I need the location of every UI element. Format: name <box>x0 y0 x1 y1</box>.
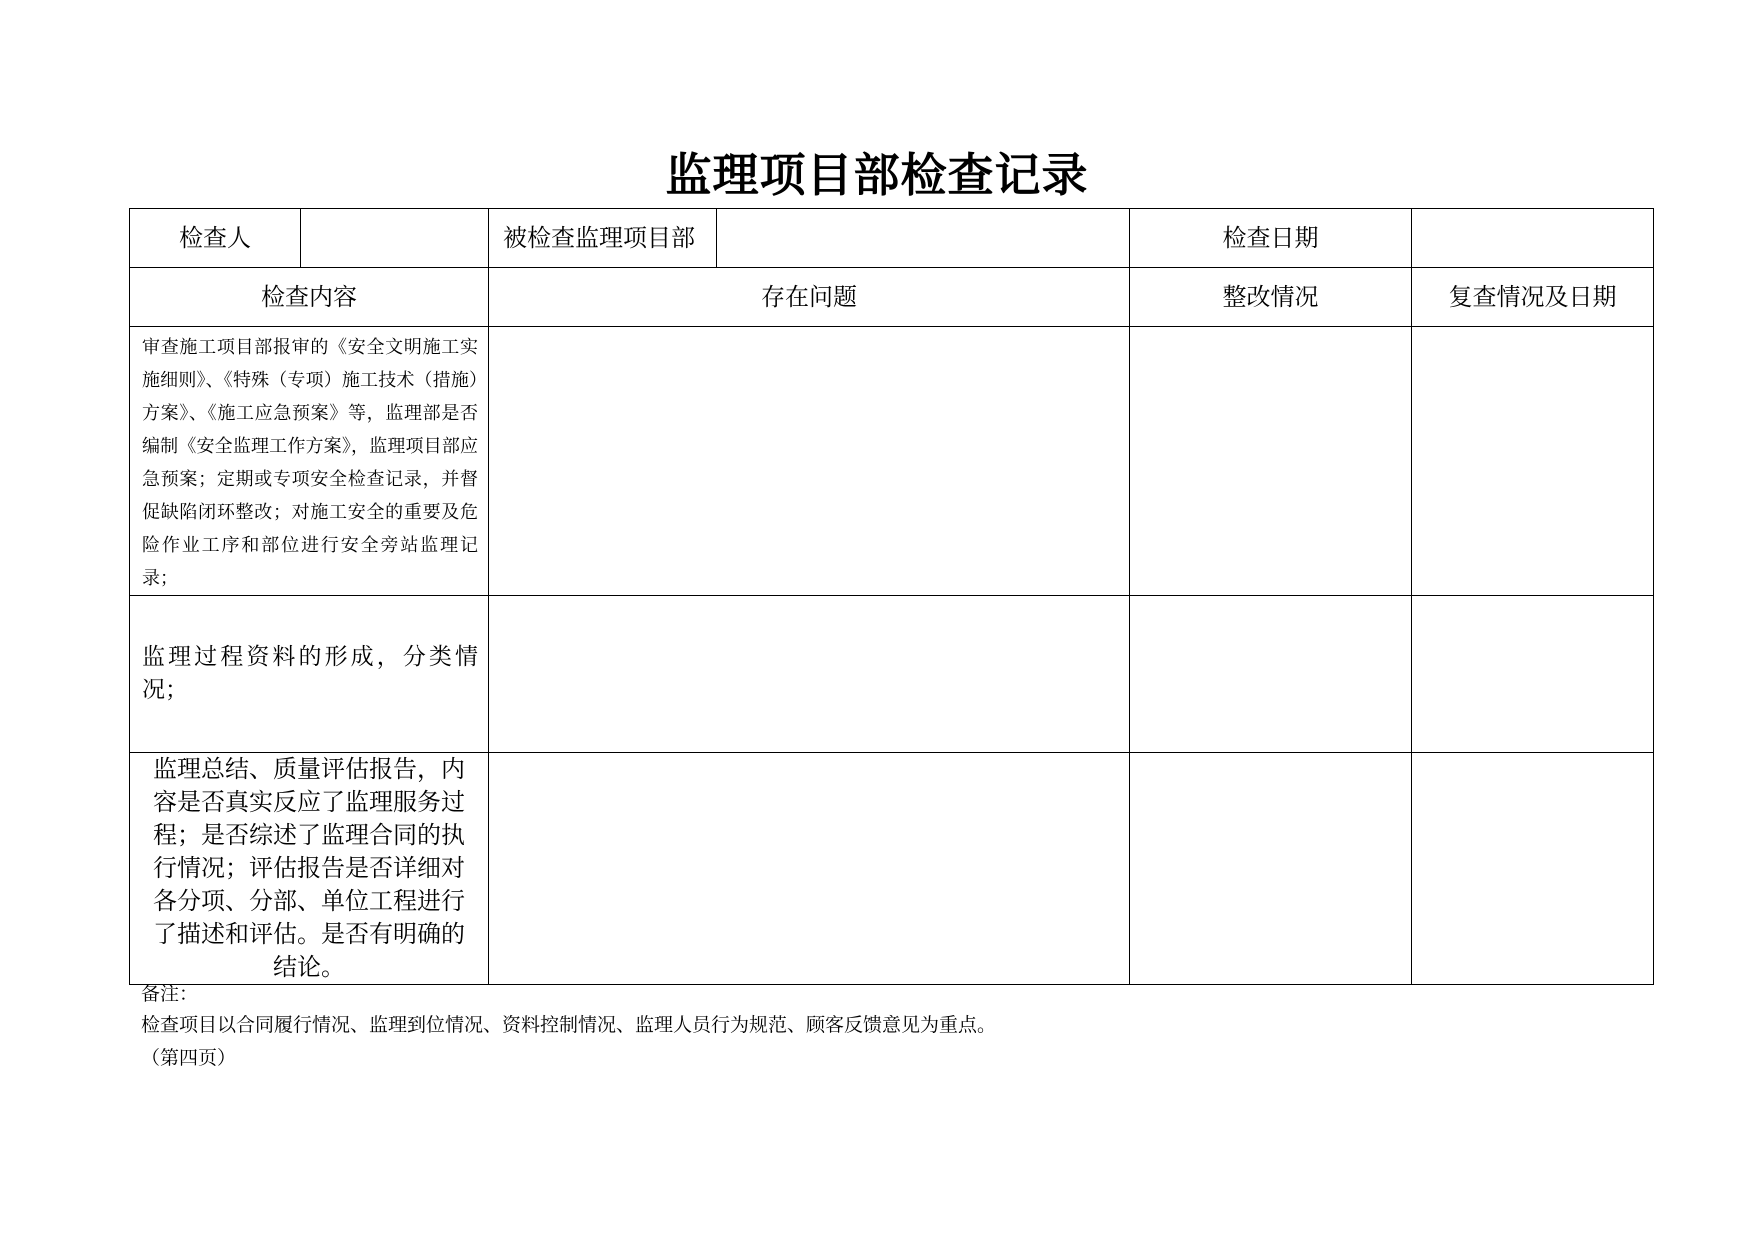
inspection-date-value-cell[interactable] <box>1412 209 1654 268</box>
issues-cell[interactable] <box>489 327 1130 596</box>
column-header-review: 复查情况及日期 <box>1412 268 1654 327</box>
column-header-row <box>130 268 1654 327</box>
column-header-issues: 存在问题 <box>489 268 1130 327</box>
inspection-record-table <box>129 208 1654 985</box>
inspector-label: 检查人 <box>130 209 301 268</box>
review-cell[interactable] <box>1412 327 1654 596</box>
rectification-cell[interactable] <box>1130 753 1412 985</box>
column-header-rectification: 整改情况 <box>1130 268 1412 327</box>
inspected-dept-label: 被检查监理项目部 <box>489 209 717 268</box>
table-row <box>130 753 1654 985</box>
review-cell[interactable] <box>1412 596 1654 753</box>
check-content-cell: 审查施工项目部报审的《安全文明施工实施细则》、《特殊（专项）施工技术（措施）方案》、《施工应急预案》等，监理部是否编制《安全监理工作方案》，监理项目部应急预案；定期或专项安全检查记录，并督促缺陷闭环整改；对施工安全的重要及危险作业工序和部位进行安全旁站监理记录； <box>130 327 489 596</box>
issues-cell[interactable] <box>489 753 1130 985</box>
page-title: 监理项目部检查记录 <box>665 148 1089 202</box>
inspector-value-cell[interactable] <box>301 209 489 268</box>
review-cell[interactable] <box>1412 753 1654 985</box>
rectification-cell[interactable] <box>1130 327 1412 596</box>
check-content-cell: 监理过程资料的形成，分类情况； <box>130 596 489 753</box>
header-info-row <box>130 209 1654 268</box>
check-content-cell: 监理总结、质量评估报告，内容是否真实反应了监理服务过程；是否综述了监理合同的执行情况；评估报告是否详细对各分项、分部、单位工程进行了描述和评估。是否有明确的结论。 <box>130 753 489 985</box>
table-row <box>130 327 1654 596</box>
table-row <box>130 596 1654 753</box>
column-header-content: 检查内容 <box>130 268 489 327</box>
notes-label: 备注： <box>141 983 199 1005</box>
issues-cell[interactable] <box>489 596 1130 753</box>
notes-text: 检查项目以合同履行情况、监理到位情况、资料控制情况、监理人员行为规范、顾客反馈意见为重点。 <box>141 1014 997 1036</box>
inspected-dept-value-cell[interactable] <box>717 209 1130 268</box>
rectification-cell[interactable] <box>1130 596 1412 753</box>
page-number: （第四页） <box>141 1047 237 1069</box>
inspection-date-label: 检查日期 <box>1130 209 1412 268</box>
